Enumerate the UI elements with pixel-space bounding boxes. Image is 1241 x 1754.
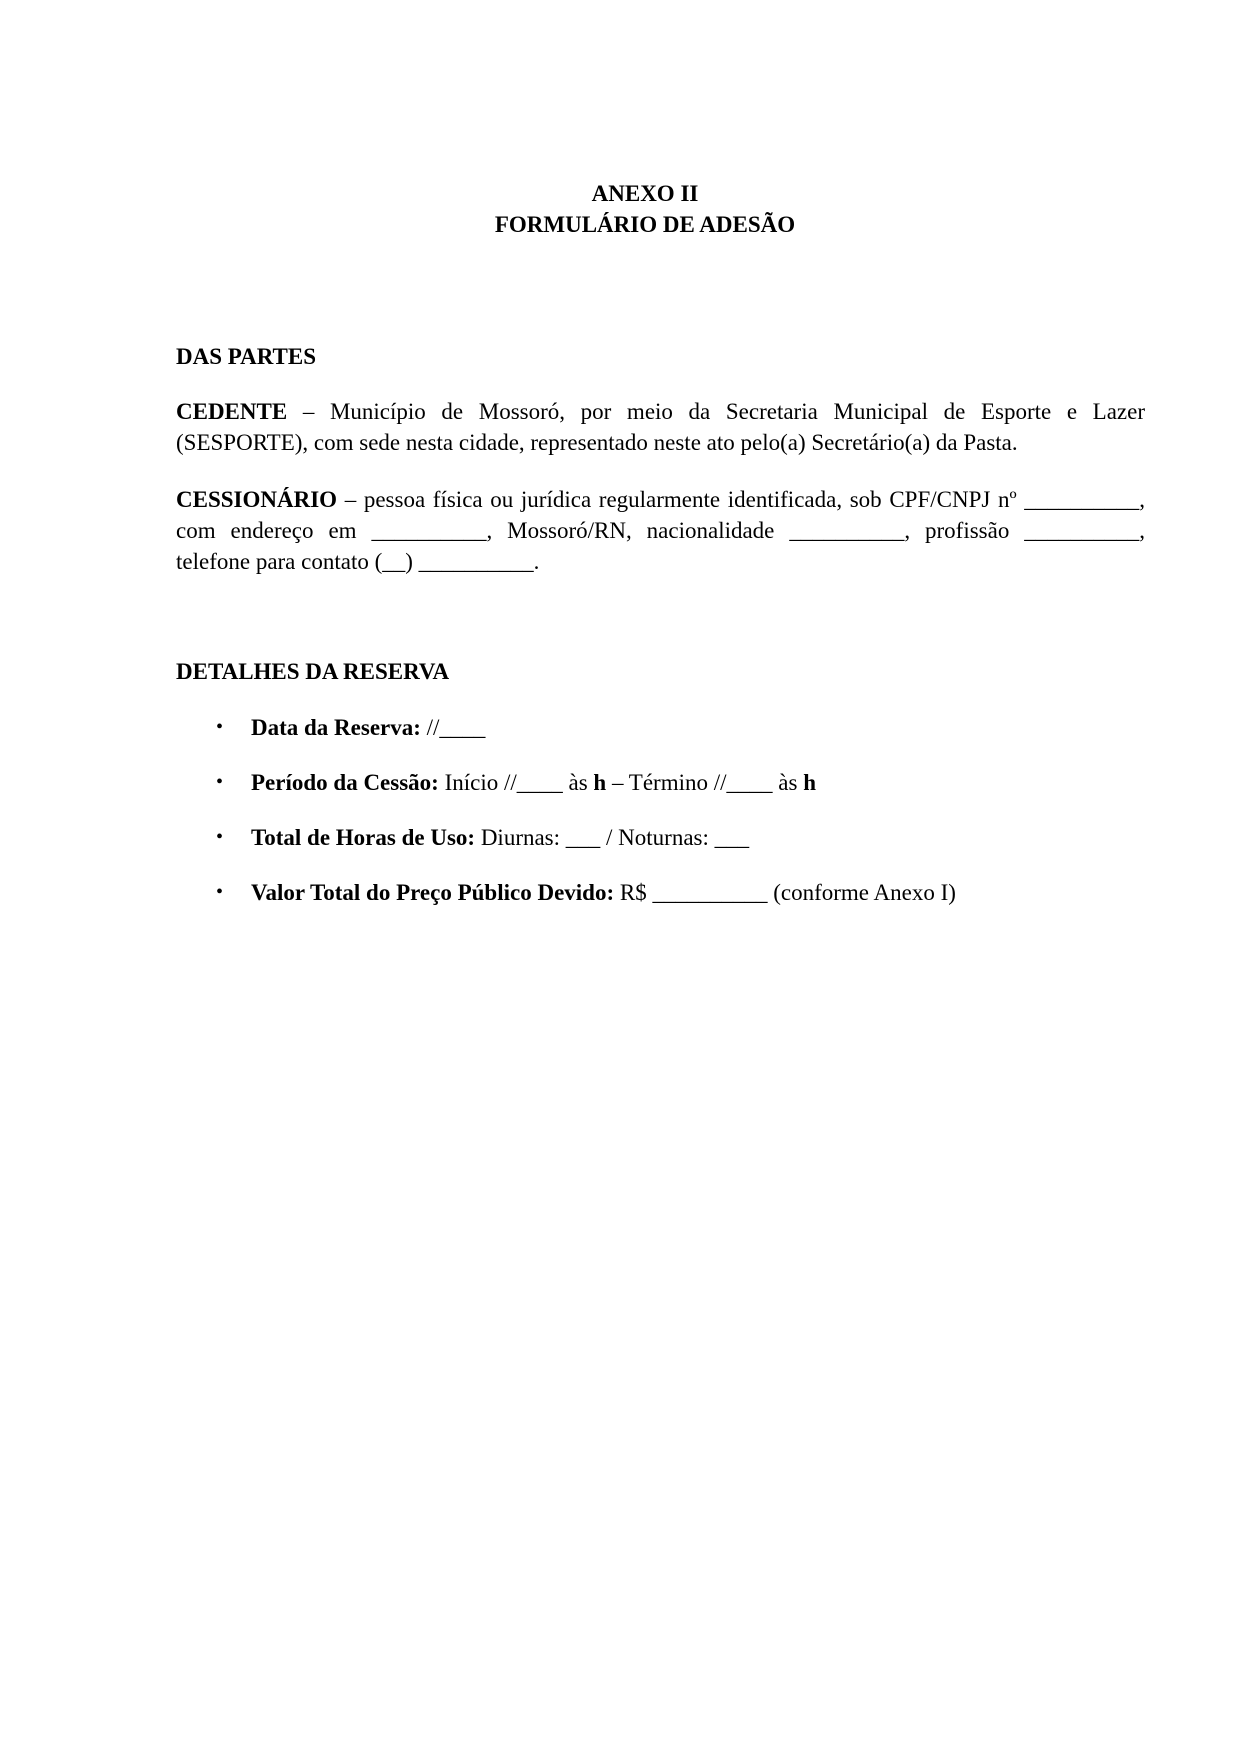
item-value: //____ (420, 715, 486, 740)
item-label: Período da Cessão: (251, 770, 439, 795)
cessionario-label: CESSIONÁRIO (176, 487, 338, 512)
paragraph-cedente (176, 396, 1145, 458)
section-heading-reserva: DETALHES DA RESERVA (176, 659, 450, 684)
list-item-valor-total (176, 877, 1145, 908)
item-value-end: – Término //____ às (606, 770, 804, 795)
hour-unit-end: h (803, 770, 816, 795)
list-item-data-reserva (176, 712, 1145, 743)
cessionario-text: – pessoa física ou jurídica regularmente identificada, sob CPF/CNPJ nº __________, com endereço em __________, Mossoró/RN, nacionalidade __________, profissão __________, telefone para contato (__) __________. (176, 487, 1145, 574)
title-annex: ANEXO II (591, 181, 699, 206)
cedente-text: – Município de Mossoró, por meio da Secretaria Municipal de Esporte e Lazer (SESPORTE), com sede nesta cidade, representado neste ato pelo(a) Secretário(a) da Pasta. (176, 399, 1145, 455)
item-label: Total de Horas de Uso: (251, 825, 476, 850)
paragraph-cessionario (176, 484, 1145, 577)
bullet-icon: • (216, 771, 224, 793)
reserva-details-list (176, 712, 1145, 932)
section-heading-partes: DAS PARTES (176, 344, 316, 369)
list-item-total-horas (176, 822, 1145, 853)
item-value: Diurnas: ___ / Noturnas: ___ (475, 825, 750, 850)
list-item-periodo-cessao (176, 767, 1145, 798)
item-label: Valor Total do Preço Público Devido: (251, 880, 615, 905)
item-value: R$ __________ (conforme Anexo I) (614, 880, 956, 905)
item-value-start: Início //____ às (438, 770, 594, 795)
cedente-label: CEDENTE (176, 399, 288, 424)
document-title (0, 178, 1241, 240)
bullet-icon: • (216, 716, 224, 738)
hour-unit-start: h (593, 770, 607, 795)
item-label: Data da Reserva: (251, 715, 421, 740)
title-form-name: FORMULÁRIO DE ADESÃO (494, 212, 796, 237)
bullet-icon: • (216, 881, 224, 903)
bullet-icon: • (216, 826, 224, 848)
